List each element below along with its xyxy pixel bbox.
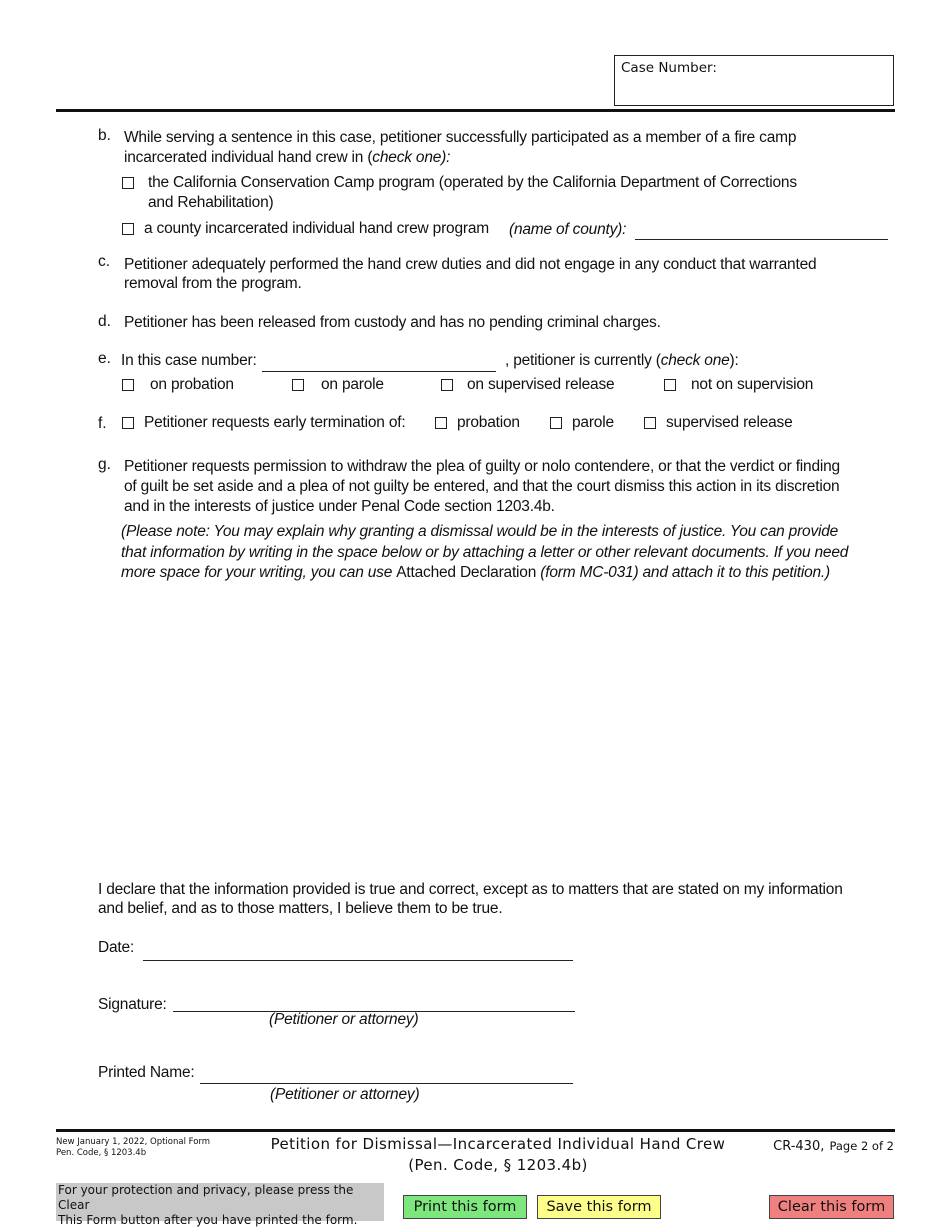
footer-title-line1: Petition for Dismissal—Incarcerated Individual Hand Crew <box>270 1135 726 1153</box>
privacy-notice-line1: For your protection and privacy, please press the Clear <box>58 1183 354 1212</box>
item-b-line2: incarcerated individual hand crew in (check one): <box>124 149 451 166</box>
county-name-label: (name of county): <box>509 221 627 238</box>
footer-rule <box>56 1129 895 1132</box>
item-g-note-line2: that information by writing in the space below or by attaching a letter or other relevant documents. If you need <box>121 544 849 561</box>
item-g-line2: of guilt be set aside and a plea of not guilty be entered, and that the court dismiss this action in its discretion <box>124 478 840 495</box>
printed-name-caption: (Petitioner or attorney) <box>270 1086 420 1103</box>
checkbox-terminate-supervised-release[interactable] <box>644 417 656 429</box>
option-conservation-camp-line2: and Rehabilitation) <box>148 194 274 211</box>
checkbox-on-parole[interactable] <box>292 379 304 391</box>
printed-name-field[interactable] <box>200 1083 573 1084</box>
header-rule <box>56 109 895 112</box>
footer-revision-line1: New January 1, 2022, Optional Form <box>56 1137 211 1147</box>
date-label: Date: <box>98 939 135 956</box>
status-prompt: , petitioner is currently (check one): <box>505 352 739 369</box>
case-number-box[interactable] <box>614 55 894 106</box>
option-terminate-supervised-release: supervised release <box>666 414 793 431</box>
checkbox-not-on-supervision[interactable] <box>664 379 676 391</box>
checkbox-terminate-parole[interactable] <box>550 417 562 429</box>
early-termination-label: Petitioner requests early termination of: <box>144 414 406 431</box>
print-form-button[interactable]: Print this form <box>403 1195 527 1219</box>
option-on-supervised-release: on supervised release <box>467 376 615 393</box>
item-g-line1: Petitioner requests permission to withdraw the plea of guilty or nolo contendere, or that the verdict or finding <box>124 458 840 475</box>
printed-name-label: Printed Name: <box>98 1064 195 1081</box>
checkbox-conservation-camp[interactable] <box>122 177 134 189</box>
item-f-letter: f. <box>98 415 107 432</box>
option-on-probation: on probation <box>150 376 234 393</box>
clear-form-button[interactable]: Clear this form <box>769 1195 894 1219</box>
item-c-line1: Petitioner adequately performed the hand crew duties and did not engage in any conduct that warranted <box>124 256 817 273</box>
date-field[interactable] <box>143 960 573 961</box>
case-number-label: Case Number: <box>621 60 717 76</box>
option-terminate-parole: parole <box>572 414 614 431</box>
county-name-field[interactable] <box>635 239 888 240</box>
case-number-inline-field[interactable] <box>262 371 496 372</box>
item-g-line3: and in the interests of justice under Penal Code section 1203.4b. <box>124 498 555 515</box>
footer-title <box>248 1134 748 1176</box>
signature-caption: (Petitioner or attorney) <box>269 1011 419 1028</box>
checkbox-county-hand-crew[interactable] <box>122 223 134 235</box>
privacy-notice-line2: This Form button after you have printed the form. <box>58 1213 358 1227</box>
footer-form-page <box>773 1135 894 1154</box>
declaration-line1: I declare that the information provided is true and correct, except as to matters that are stated on my information <box>98 881 843 898</box>
item-g-note-line3: more space for your writing, you can use Attached Declaration (form MC-031) and attach it to this petition.) <box>121 564 830 581</box>
save-form-button[interactable]: Save this form <box>537 1195 661 1219</box>
item-e-letter: e. <box>98 350 111 367</box>
item-d-line1: Petitioner has been released from custody and has no pending criminal charges. <box>124 314 661 331</box>
case-number-inline-label: In this case number: <box>121 352 257 369</box>
footer-form-id: CR-430, <box>773 1139 825 1154</box>
checkbox-on-supervised-release[interactable] <box>441 379 453 391</box>
footer-title-line2: (Pen. Code, § 1203.4b) <box>408 1156 588 1174</box>
option-conservation-camp-line1: the California Conservation Camp program (operated by the California Department of Corrections <box>148 174 797 191</box>
checkbox-terminate-probation[interactable] <box>435 417 447 429</box>
declaration-line2: and belief, and as to those matters, I believe them to be true. <box>98 900 503 917</box>
option-on-parole: on parole <box>321 376 384 393</box>
footer-page: Page 2 of 2 <box>829 1139 894 1153</box>
option-county-hand-crew: a county incarcerated individual hand crew program <box>144 220 489 237</box>
item-c-line2: removal from the program. <box>124 275 302 292</box>
item-d-letter: d. <box>98 313 111 330</box>
item-g-note-line1: (Please note: You may explain why granting a dismissal would be in the interests of justice. You can provide <box>121 523 839 540</box>
item-b-line1: While serving a sentence in this case, petitioner successfully participated as a member of a fire camp <box>124 129 797 146</box>
checkbox-on-probation[interactable] <box>122 379 134 391</box>
explanation-text-area[interactable] <box>121 590 888 870</box>
privacy-notice <box>56 1183 384 1227</box>
option-not-on-supervision: not on supervision <box>691 376 814 393</box>
signature-label: Signature: <box>98 996 167 1013</box>
footer-revision-line2: Pen. Code, § 1203.4b <box>56 1148 147 1158</box>
item-c-letter: c. <box>98 253 111 270</box>
item-b-letter: b. <box>98 127 111 144</box>
item-g-letter: g. <box>98 456 111 473</box>
option-terminate-probation: probation <box>457 414 520 431</box>
checkbox-early-termination[interactable] <box>122 417 134 429</box>
